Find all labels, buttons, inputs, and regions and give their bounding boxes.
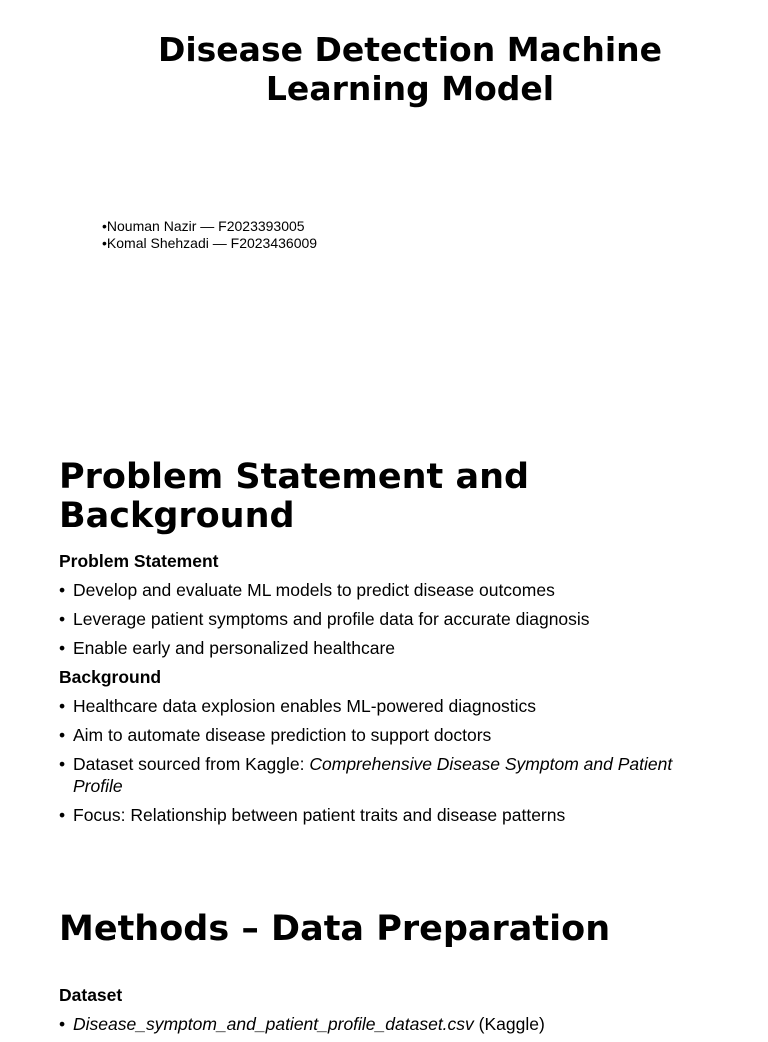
author-item: • Komal Shehzadi — F2023436009 — [102, 235, 317, 252]
slide-title: Disease Detection Machine Learning Model — [157, 30, 663, 108]
bullet-item: • Develop and evaluate ML models to predict disease outcomes — [59, 579, 719, 601]
bullet-item: • Focus: Relationship between patient traits and disease patterns — [59, 804, 719, 826]
background-subhead: Background — [59, 667, 162, 687]
methods-heading: Methods – Data Preparation — [59, 909, 611, 949]
bullet-item: • Aim to automate disease prediction to support doctors — [59, 724, 719, 746]
problem-bullet-list — [59, 579, 719, 659]
problem-statement-heading: Problem Statement and Background — [59, 457, 530, 536]
dataset-bullet-list — [59, 1013, 719, 1035]
methods-content — [59, 984, 719, 1042]
dataset-title: Comprehensive Disease Symptom and Patient Profile — [73, 754, 673, 796]
bullet-item: • Healthcare data explosion enables ML-powered diagnostics — [59, 695, 719, 717]
dataset-file-name: Disease_symptom_and_patient_profile_dataset.csv — [73, 1014, 474, 1034]
problem-statement-subhead: Problem Statement — [59, 551, 219, 571]
bullet-item: • Enable early and personalized healthcare — [59, 637, 719, 659]
dataset-bullet-item — [59, 753, 719, 797]
background-bullet-list — [59, 695, 719, 826]
bullet-item: • Leverage patient symptoms and profile data for accurate diagnosis — [59, 608, 719, 630]
author-item: • Nouman Nazir — F2023393005 — [102, 218, 317, 235]
dataset-bullet-prefix: Dataset sourced from Kaggle: — [73, 754, 310, 774]
dataset-file-item — [59, 1013, 719, 1035]
problem-statement-content — [59, 550, 719, 833]
dataset-source: (Kaggle) — [473, 1014, 545, 1034]
author-list — [102, 218, 317, 252]
dataset-subhead: Dataset — [59, 985, 123, 1005]
